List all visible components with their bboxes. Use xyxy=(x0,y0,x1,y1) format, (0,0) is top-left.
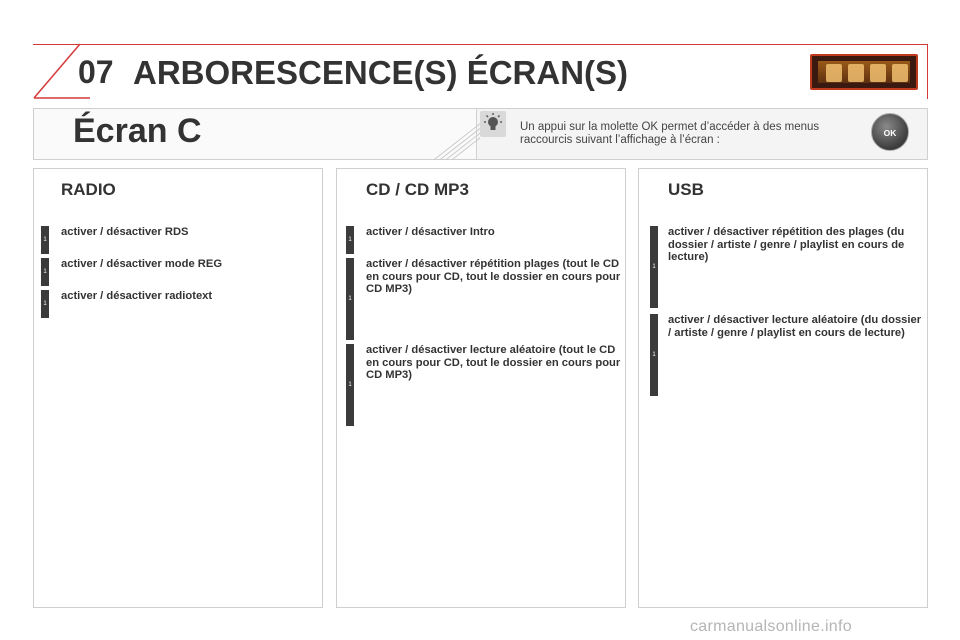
cd-item-level-bar: 1 xyxy=(346,258,354,340)
chapter-number: 07 xyxy=(78,54,114,90)
radio-item-rds[interactable]: activer / désactiver RDS xyxy=(61,226,189,238)
radio-item-radiotext[interactable]: activer / désactiver radiotext xyxy=(61,290,213,302)
radio-item-reg[interactable]: activer / désactiver mode REG xyxy=(61,258,223,270)
cd-item-level-bar: 1 xyxy=(346,344,354,426)
usb-item-level-bar: 1 xyxy=(650,226,658,308)
usb-item-random[interactable]: activer / désactiver lecture aléatoire (du dossier / artiste / genre / playlist en cours de lecture) xyxy=(668,314,922,339)
decorative-stripes xyxy=(420,110,480,160)
cd-item-random[interactable]: activer / désactiver lecture aléatoire (tout le CD en cours pour CD, tout le dossier en cours pour CD MP3) xyxy=(366,344,621,381)
chapter-title: ARBORESCENCE(S) ÉCRAN(S) xyxy=(133,54,629,91)
usb-item-level-bar: 1 xyxy=(650,314,658,396)
ok-knob-icon: OK xyxy=(871,113,909,151)
cd-title: CD / CD MP3 xyxy=(366,180,469,199)
radio-title: RADIO xyxy=(61,180,116,199)
radio-item-level-bar: 1 xyxy=(41,258,49,286)
cd-item-intro[interactable]: activer / désactiver Intro xyxy=(366,226,495,238)
radio-item-level-bar: 1 xyxy=(41,290,49,318)
radio-item-level-bar: 1 xyxy=(41,226,49,254)
screen-title: Écran C xyxy=(73,112,202,150)
display-screen-icon xyxy=(810,54,918,90)
watermark: carmanualsonline.info xyxy=(690,618,852,635)
cd-item-repeat[interactable]: activer / désactiver répétition plages (tout le CD en cours pour CD, tout le dossier en cours pour CD MP3) xyxy=(366,258,621,295)
intro-text: Un appui sur la molette OK permet d’accéder à des menus raccourcis suivant l’affichage à l’écran : xyxy=(520,121,820,146)
lightbulb-icon xyxy=(480,111,506,137)
usb-title: USB xyxy=(668,180,704,199)
usb-item-repeat[interactable]: activer / désactiver répétition des plages (du dossier / artiste / genre / playlist en cours de lecture) xyxy=(668,226,905,263)
cd-item-level-bar: 1 xyxy=(346,226,354,254)
